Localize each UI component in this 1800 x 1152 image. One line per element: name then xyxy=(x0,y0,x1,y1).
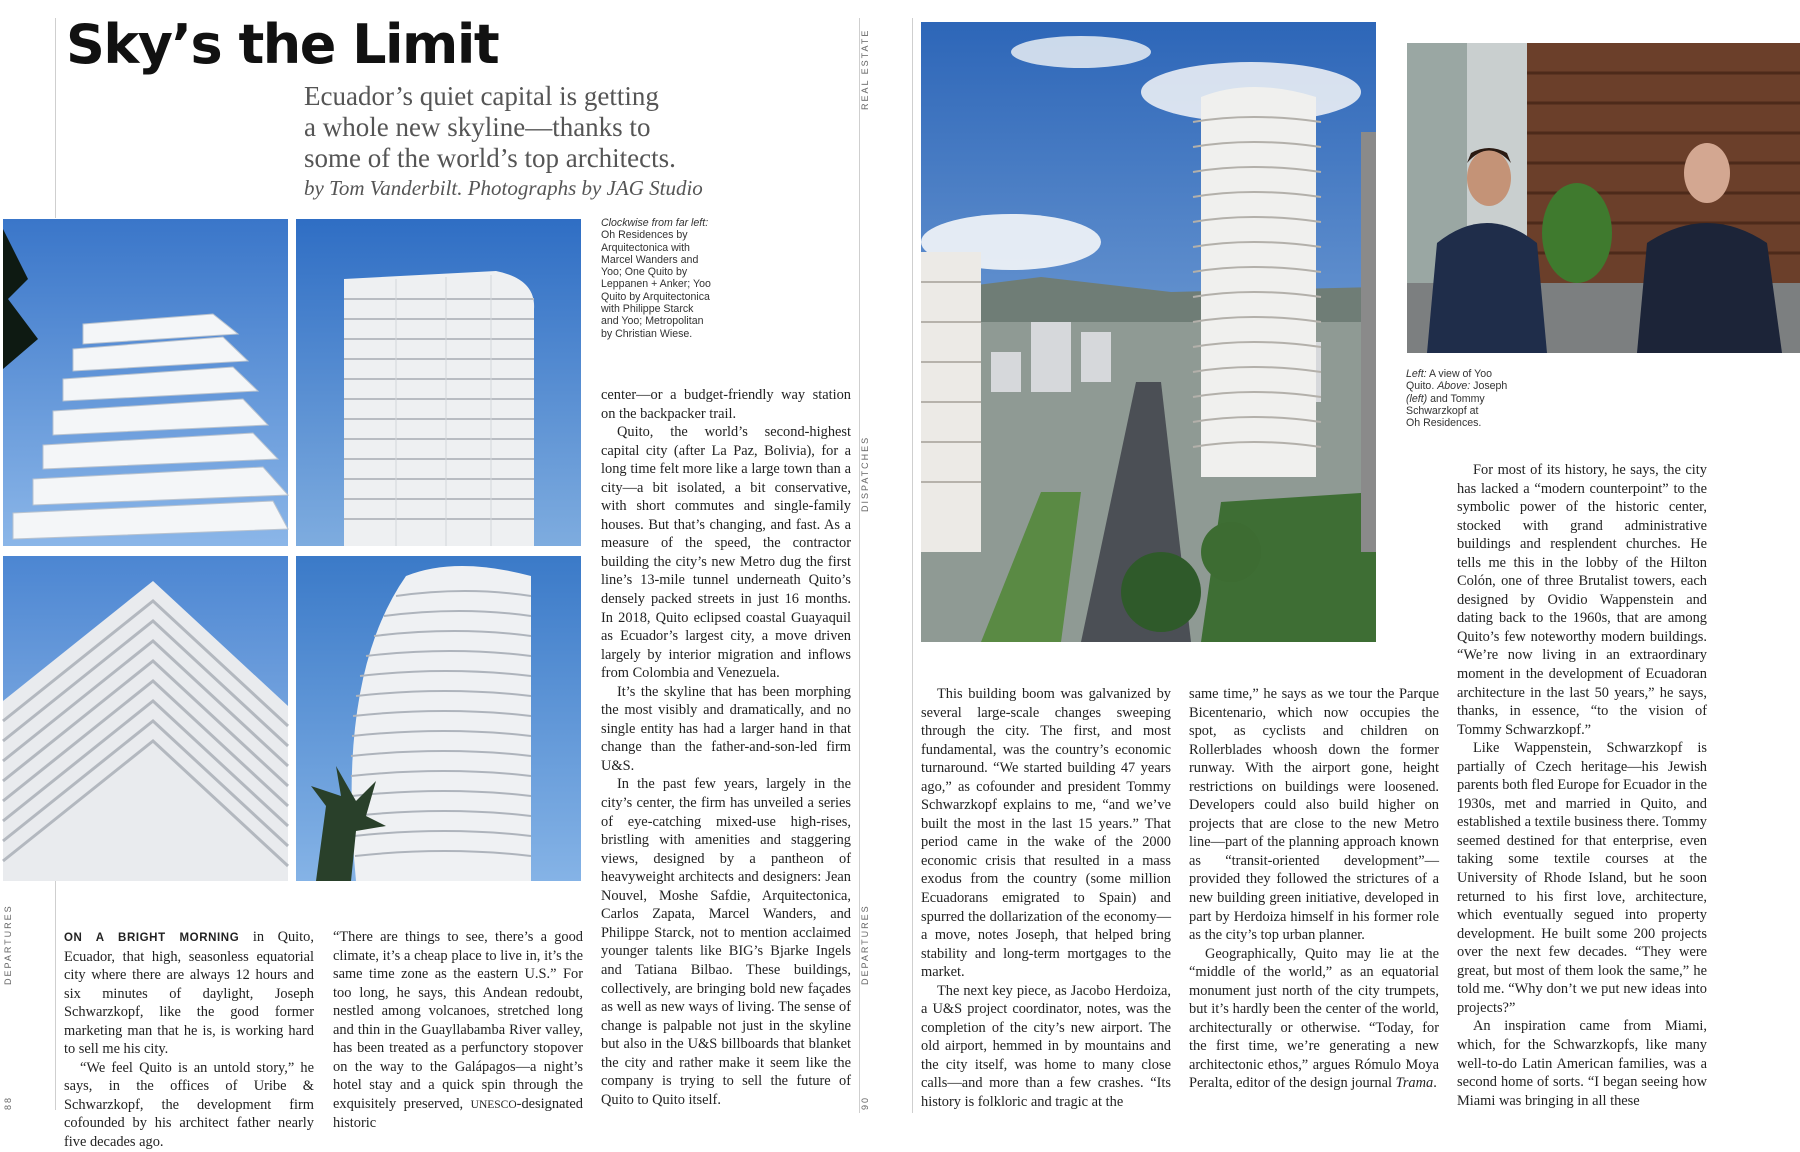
paragraph: “We feel Quito is an untold story,” he says, in the offices of Uribe & Schwarzkopf, the development firm cofounded by his architect father nearly five decades ago. xyxy=(64,1059,314,1151)
deck-line: some of the world’s top architects. xyxy=(304,143,676,173)
column-4 xyxy=(921,685,1171,1112)
paragraph: This building boom was galvanized by several large-scale changes sweeping through the city. The first, and most fundamental, was the country’s economic turnaround. “We started building 47 years ago,” as cofounder and president Tommy Schwarzkopf explains to me, “and we’ve built the most in the last 15 years.” That period came in the wake of the 2000 economic crisis that resulted in a mass exodus from the country (some million Ecuadorans emigrated to Spain) and spurred the dollarization of the economy—a move, notes Joseph, that helped bring stability and long-term mortgages to the market. xyxy=(921,686,1171,981)
caption-heading: Clockwise from far left: xyxy=(601,217,709,229)
paragraph: It’s the skyline that has been morphing the most visibly and dramatically, and no single entity has had a larger hand in that change than the father-and-son-led firm U&S. xyxy=(601,683,851,774)
caption-line: and Yoo; Metropolitan xyxy=(601,315,704,328)
paragraph: Quito, the world’s second-highest capital city (after La Paz, Bolivia), for a long time felt more like a large town than a city—a bit isolated, a bit conservative, with short commutes and single-family houses. But that’s changing, and fast. As a measure of the speed, the contractor building the city’s new Metro dug the first line’s 13-mile tunnel underneath Quito’s densely packed streets in just 16 months. In 2018, Quito eclipsed coastal Guayaquil as Ecuador’s largest city, a move driven largely by interior migration and inflows from Colombia and Venezuela. xyxy=(601,424,851,682)
paragraph: Like Wappenstein, Schwarzkopf is partially of Czech heritage—his Jewish parents both fled Europe for Ecuador in the 1930s, met and married in Quito, and established a textile business there. Tommy seemed destined for that enterprise, even taking some textile courses at the University of Rhode Island, but he soon returned to his first love, architecture, which eventually segued into property development. He built some 200 projects over the next few decades. “They were great, but most of them look the same,” he told me. “Why don’t we put new ideas into projects?” xyxy=(1457,740,1707,1016)
side-label-real-estate: REAL ESTATE xyxy=(860,28,870,110)
caption-line: Arquitectonica with xyxy=(601,241,690,254)
column-6 xyxy=(1457,461,1707,1110)
deck-line: a whole new skyline—thanks to xyxy=(304,112,651,142)
caption-line: with Philippe Starck xyxy=(601,303,694,316)
page-number-left: 88 xyxy=(3,1095,13,1110)
photo-oh-residences xyxy=(3,219,288,546)
side-label-dispatches: DISPATCHES xyxy=(860,435,870,512)
headline: Sky’s the Limit xyxy=(66,13,499,76)
paragraph: Geographically, Quito may lie at the “middle of the world,” as an equatorial monument just north of the city trumpets, but it’s hardly been the center of the world, architecturally or otherwise. “Today, for the first time, we’re generating a new architectonic ethos,” argues Rómulo Moya Peralta, editor of the design journal Trama. xyxy=(1189,945,1439,1092)
caption-line: Oh Residences by xyxy=(601,229,688,242)
byline: by Tom Vanderbilt. Photographs by JAG Studio xyxy=(304,176,703,200)
photo-metropolitan xyxy=(296,556,581,881)
left-margin-rule-bottom xyxy=(55,880,56,1110)
page-left-inner-rule xyxy=(912,18,913,1113)
caption-line: Leppanen + Anker; Yoo xyxy=(601,278,711,291)
caption-line: by Christian Wiese. xyxy=(601,327,693,340)
caption-line: Quito by Arquitectonica xyxy=(601,290,710,303)
caption-line: Yoo; One Quito by xyxy=(601,266,688,279)
side-label-departures-mid: DEPARTURES xyxy=(860,904,870,985)
column-3 xyxy=(601,386,851,1109)
deck-line: Ecuador’s quiet capital is getting xyxy=(304,81,659,111)
paragraph: In the past few years, largely in the city’s center, the firm has unveiled a series of eye-catching mixed-use high-rises, bristling with amenities and staggering views, designed by a pantheon of heavyweight architects and designers: Jean Nouvel, Moshe Safdie, Arquitectonica, Carlos Zapata, Marcel Wanders, and Philippe Starck, not to mention acclaimed younger talents like BIG’s Bjarke Ingels and Tatiana Bilbao. These buildings, collectively, are bringing bold new façades as well as new ways of living. The sense of change is palpable not just in the skyline but also in the U&S billboards that blanket the city and rather make it seem like the company is trying to sell the future of Quito to Quito itself. xyxy=(601,776,851,1108)
photo-one-quito xyxy=(296,219,581,546)
deck xyxy=(304,81,676,174)
caption-line: Marcel Wanders and xyxy=(601,253,699,266)
side-label-departures-left: DEPARTURES xyxy=(3,904,13,985)
photo-yoo-quito xyxy=(3,556,288,881)
paragraph: For most of its history, he says, the city has lacked a “modern counterpoint” to the symbolic power of the historic center, stocked with grand administrative buildings and resplendent churches. He tells me this in the lobby of the Hilton Colón, one of three Brutalist towers, each designed by Ovidio Wappenstein and dating back to the 1960s, that are among Quito’s few noteworthy modern buildings. “We’re now living in an extraordinary moment in the development of Ecuadoran architecture in the last 50 years,” he says, thanks, in essence, “to the vision of Tommy Schwarzkopf.” xyxy=(1457,462,1707,738)
lead-paragraph: ON A BRIGHT MORNING in Quito, Ecuador, that high, seasonless equatorial city where there are always 12 hours and six minutes of daylight, Joseph Schwarzkopf, like the good former marketing man that he is, is working hard to sell me his city. xyxy=(64,929,314,1058)
column-2 xyxy=(333,928,583,1133)
column-1 xyxy=(64,928,314,1152)
photo-schwarzkopf-portrait xyxy=(1407,43,1800,353)
caption-left-photos xyxy=(601,217,736,340)
photo-yoo-quito-city-view xyxy=(921,22,1376,642)
paragraph: An inspiration came from Miami, which, for the Schwarzkopfs, like many well-to-do Latin American families, was a second home of sorts. “I began seeing how Miami was bringing in all these xyxy=(1457,1018,1707,1109)
column-5 xyxy=(1189,685,1439,1093)
page-number-mid: 90 xyxy=(860,1095,870,1110)
caption-right-photos: Left: A view of Yoo Quito. Above: Joseph (left) and Tommy Schwarzkopf at Oh Residences. xyxy=(1406,368,1508,430)
left-margin-rule xyxy=(55,18,56,218)
paragraph: The next key piece, as Jacobo Herdoiza, a U&S project coordinator, notes, was the completion of the city’s new airport. The old airport, hemmed in by mountains and the city itself, was home to many close calls—and more than a few crashes. “Its history is folkloric and tragic at the xyxy=(921,982,1171,1111)
paragraph: “There are things to see, there’s a good climate, it’s a cheap place to live in, it’s the same time zone as the eastern U.S.” For too long, he says, this Andean redoubt, nestled among volcanoes, stretched long and thin in the Guayllabamba River valley, has been treated as a perfunctory stopover on the way to the Galápagos—a night’s hotel stay and a quick spin through the exquisitely preserved, UNESCO-designated historic xyxy=(333,929,583,1132)
paragraph: center—or a budget-friendly way station on the backpacker trail. xyxy=(601,387,851,422)
lead-in: ON A BRIGHT MORNING xyxy=(64,932,240,944)
paragraph: same time,” he says as we tour the Parque Bicentenario, which now occupies the spot, as cyclists and children on Rollerblades whoosh down the former runway. With the airport gone, height restrictions on buildings were loosened. Developers could also build higher on projects that are close to the new Metro line—part of the planning approach known as “transit-oriented development”—provided they followed the strictures of a new building green initiative, developed in part by Herdoiza himself in his former role as the city’s top urban planner. xyxy=(1189,686,1439,944)
